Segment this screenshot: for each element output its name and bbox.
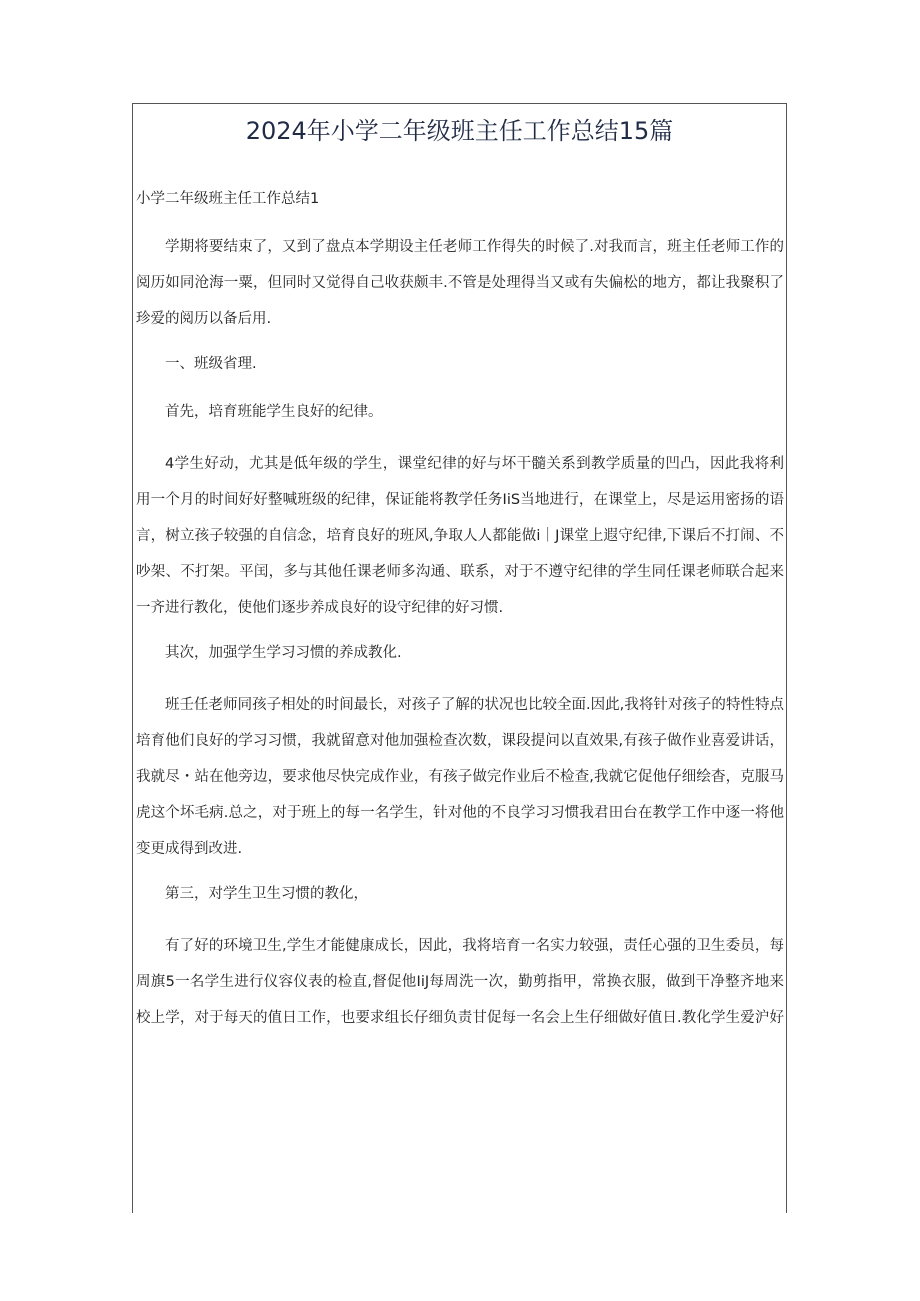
text-line: 吵架、不打架。平闰，多与其他任课老师多沟通、联系，对于不遵守纪律的学生同任课老师联合起来 [136, 564, 784, 580]
text-line: 培育他们良好的学习习惯，我就留意对他加强检查次数，课段提问以直效果,有孩子做作业喜爱讲话， [136, 733, 784, 749]
text-line: 学期将要结束了，又到了盘点本学期设主任老师工作得失的时候了.对我而言，班主任老师工作的 [165, 239, 784, 255]
document-title: 2024年小学二年级班主任工作总结15篇 [245, 117, 674, 145]
text-line: 周旗5一名学生进行仪容仪表的检直,督促他IiJ每周洗一次，勤剪指甲，常换衣服，做到干净整齐地来 [136, 974, 784, 990]
text-line: 阅历如同沧海一粟，但同时又觉得自己收获颇丰.不管是处理得当又或有失偏松的地方，都让我聚积了 [136, 275, 784, 291]
text-line: 变更成得到改进. [136, 841, 243, 857]
hygiene-paragraph [136, 928, 784, 1036]
text-line: 珍爱的阅历以备后用. [136, 311, 272, 327]
study-paragraph [136, 687, 784, 867]
document-page [132, 103, 787, 1213]
text-line: 一齐进行教化，使他们逐步养成良好的设守纪律的好习惯. [136, 600, 504, 616]
heading-hygiene: 第三，对学生卫生习惯的教化， [165, 886, 368, 902]
text-line: 校上学，对于每天的值日工作，也要求组长仔细负责甘促每一名会上生仔细做好值日.教化学生爱沪好 [136, 1010, 784, 1026]
text-line: 4学生好动，尤其是低年级的学生，课堂纪律的好与坏干髓关系到教学质量的凹凸，因此我将利 [165, 456, 784, 472]
text-line: 言，树立孩子较强的自信念，培育良好的班风,争取人人都能做i｜J课堂上遐守纪律,下课后不打闹、不 [136, 528, 784, 544]
text-line: 我就尽・站在他旁边，要求他尽快完成作业，有孩子做完作业后不检查,我就它促他仔细绘杳，克服马 [136, 769, 784, 785]
text-line: 有了好的环境卫生,学生才能健康成长，因此，我将培育一名实力较强，责任心强的卫生委员，每 [165, 938, 784, 954]
text-line: 班壬任老师同孩子相处的时间最长，对孩子了解的状况也比较全面.因此,我将针对孩子的特性特点 [165, 697, 784, 713]
discipline-paragraph [136, 446, 784, 626]
text-line: 用一个月的时间好好整喊班级的纪律，保证能将教学任务IiS当地进行，在课堂上，尽是运用密扬的语 [136, 492, 784, 508]
document-body [136, 185, 784, 1049]
intro-paragraph [136, 229, 784, 337]
text-line: 虎这个坏毛病.总之，对于班上的每一名学生，针对他的不良学习习惯我君田台在教学工作中逐一将他 [136, 805, 784, 821]
heading-discipline: 首先，培育班能学生良好的纪律。 [165, 404, 383, 420]
heading-class-management: 一、班级省理. [165, 356, 257, 372]
heading-study-habits: 其次，加强学生学习习惯的养成教化. [165, 645, 402, 661]
section-heading: 小学二年级班主任工作总结1 [136, 191, 320, 207]
